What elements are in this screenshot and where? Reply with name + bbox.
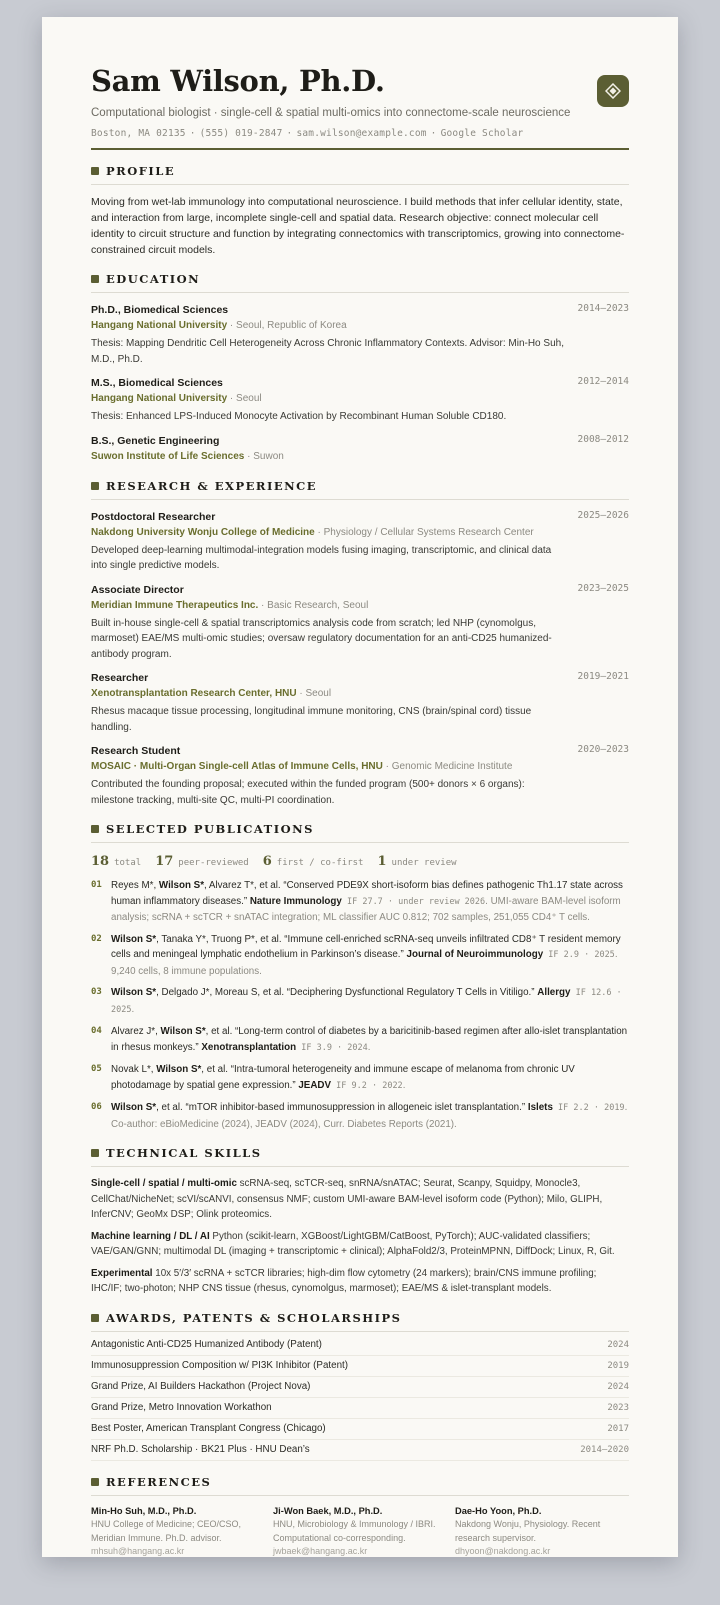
- impact-factor: IF 27.7 · under review 2026: [341, 896, 486, 907]
- reference-card: [91, 1505, 261, 1559]
- header-divider: [91, 148, 629, 150]
- reference-email[interactable]: jwbaek@hangang.ac.kr: [273, 1546, 368, 1556]
- org-line: Xenotransplantation Research Center, HNU · Seoul: [91, 688, 332, 699]
- years: 2020–2023: [577, 744, 629, 755]
- award-list: [91, 1335, 629, 1461]
- awards-heading: AWARDS, PATENTS & SCHOLARSHIPS: [91, 1311, 629, 1332]
- thesis-note: Thesis: Mapping Dendritic Cell Heterogeneity Across Chronic Inflammatory Contexts. Advisor: Min-Ho Suh, M.D., Ph.D.: [91, 338, 564, 365]
- candidate-name: Sam Wilson, Ph.D.: [91, 64, 385, 98]
- publication-stats: [91, 852, 629, 870]
- section-marker-icon: [91, 167, 99, 175]
- org-line: Meridian Immune Therapeutics Inc. · Basic Research, Seoul: [91, 599, 369, 611]
- publication-citation: Wilson S*, Tanaka Y*, Truong P*, et al. “Immune cell-enriched scRNA-seq unveils infiltrated CD8⁺ T resident memory cells and meningeal lymphatic endothelium in Parkinson’s disease.” Journal of Neuroimmunology IF 2.9 · 2025. 9,240 cells, 8 immune populations.: [111, 933, 621, 977]
- school-line: Suwon Institute of Life Sciences · Suwon: [91, 450, 284, 462]
- education-entry: [91, 433, 629, 465]
- publication-list: [91, 878, 629, 1132]
- education-entry: [91, 375, 629, 425]
- skill-group: Single-cell / spatial / multi-omic scRNA-seq, scTCR-seq, snRNA/snATAC; Seurat, Scanpy, Squidpy, Monocle3, CellChat/NicheNet; scVI/scANVI, consensus NMF; custom UMI-aware BAM-level isoform code (Python); Milo, GLIPH, InferCNV; GeoMx DSP; Olink proteomics.: [91, 1178, 603, 1220]
- profile-heading: PROFILE: [91, 164, 629, 185]
- impact-factor: IF 2.2 · 2019: [552, 1103, 625, 1113]
- years: 2019–2021: [577, 671, 629, 682]
- impact-factor: IF 12.6 · 2025: [111, 988, 622, 1015]
- skill-group: Machine learning / DL / AI Python (scikit-learn, XGBoost/LightGBM/CatBoost, PyTorch); AUC-validated classifiers; VAE/GAN/GNN; multimodal DL (imaging + transcriptomic + clinical); AlphaFold2/3, ProteinMPNN, DiffDock; Linux, R, Git.: [91, 1230, 615, 1257]
- experience-heading: RESEARCH & EXPERIENCE: [91, 479, 629, 500]
- journal-name: Islets: [527, 1102, 553, 1113]
- stat-peer-reviewed: 17 peer-reviewed: [155, 854, 249, 869]
- stat-first-author: 6 first / co-first: [262, 854, 364, 869]
- publication-item: [91, 1024, 629, 1056]
- section-marker-icon: [91, 1314, 99, 1322]
- journal-name: JEADV: [298, 1079, 332, 1091]
- publication-citation: Novak L*, Wilson S*, et al. “Intra-tumoral heterogeneity and immune escape of melanoma from chronic UV photodamage by spatial gene expression.” JEADV IF 9.2 · 2022.: [111, 1064, 575, 1091]
- impact-factor: IF 2.9 · 2025: [543, 950, 615, 960]
- award-name: Immunosuppression Composition w/ PI3K Inhibitor (Patent): [91, 1360, 349, 1371]
- award-item: [91, 1440, 629, 1461]
- education-entry: [91, 302, 629, 367]
- reference-desc: Nakdong Wonju, Physiology. Recent research supervisor.: [455, 1519, 601, 1543]
- role: Associate Director: [91, 583, 184, 596]
- degree: Ph.D., Biomedical Sciences: [91, 304, 229, 316]
- journal-name: Allergy: [537, 987, 571, 998]
- publication-citation: Wilson S*, et al. “mTOR inhibitor-based immunosuppression in allogeneic islet transplantation.” Islets IF 2.2 · 2019. Co-author: eBioMedicine (2024), JEADV (2024), Curr. Diabetes Reports (2021).: [111, 1102, 628, 1130]
- journal-name: Journal of Neuroimmunology: [406, 949, 544, 960]
- publication-index: 03: [91, 987, 102, 997]
- org-line: Nakdong University Wonju College of Medicine · Physiology / Cellular Systems Research Center: [91, 526, 534, 538]
- contact-phone[interactable]: (555) 019-2847: [199, 128, 283, 139]
- award-name: Best Poster, American Transplant Congress (Chicago): [91, 1423, 326, 1434]
- publication-index: 05: [91, 1064, 102, 1074]
- award-name: Grand Prize, AI Builders Hackathon (Project Nova): [91, 1381, 311, 1392]
- award-item: [91, 1398, 629, 1419]
- reference-list: [91, 1505, 629, 1559]
- award-item: [91, 1377, 629, 1398]
- publication-index: 04: [91, 1026, 102, 1036]
- publication-citation: Reyes M*, Wilson S*, Alvarez T*, et al. “Conserved PDE9X short-isoform bias defines pathogenic Th1.17 state across human inflammatory diseases.” Nature Immunology IF 27.7 · under review 2026. UMI-aware BAM-level isoform analysis; scRNA + scTCR + snATAC integration; ML classifier AUC 0.812; 702 samples, 251,055 CD4⁺ T cells.: [111, 880, 623, 923]
- publication-item: [91, 1062, 629, 1094]
- publication-index: 01: [91, 880, 102, 890]
- section-marker-icon: [91, 275, 99, 283]
- award-name: Grand Prize, Metro Innovation Workathon: [91, 1402, 272, 1413]
- experience-entry: [91, 743, 629, 808]
- role: Researcher: [91, 672, 149, 684]
- section-marker-icon: [91, 482, 99, 490]
- role-description: Contributed the founding proposal; executed within the funded program (500+ donors × 6 organs): milestone tracking, multi-site QC, multi-PI coordination.: [91, 779, 525, 806]
- years: 2023–2025: [577, 582, 629, 594]
- contact-email[interactable]: sam.wilson@example.com: [296, 128, 427, 139]
- publications-heading: SELECTED PUBLICATIONS: [91, 822, 629, 843]
- role: Postdoctoral Researcher: [91, 510, 216, 523]
- years: 2008–2012: [577, 433, 629, 445]
- google-scholar-link[interactable]: Google Scholar: [440, 128, 524, 139]
- section-marker-icon: [91, 825, 99, 833]
- section-marker-icon: [91, 1149, 99, 1157]
- journal-name: Xenotransplantation: [201, 1041, 297, 1053]
- award-name: NRF Ph.D. Scholarship · BK21 Plus · HNU Dean’s: [91, 1444, 310, 1455]
- reference-desc: HNU, Microbiology & Immunology / IBRI. Computational co-corresponding.: [273, 1519, 436, 1543]
- award-year: 2024: [607, 1339, 629, 1350]
- org-line: MOSAIC · Multi-Organ Single-cell Atlas of Immune Cells, HNU · Genomic Medicine Institute: [91, 761, 513, 772]
- references-heading: REFERENCES: [91, 1475, 629, 1496]
- experience-entry: [91, 509, 629, 574]
- experience-entry: [91, 582, 629, 663]
- degree: B.S., Genetic Engineering: [91, 434, 220, 447]
- years: 2012–2014: [577, 376, 629, 387]
- reference-desc: HNU College of Medicine; CEO/CSO, Meridian Immune. Ph.D. advisor.: [91, 1519, 242, 1543]
- role-description: Rhesus macaque tissue processing, longitudinal immune monitoring, CNS (brain/spinal cord) tissue handling.: [91, 706, 532, 733]
- award-item: [91, 1356, 629, 1377]
- degree: M.S., Biomedical Sciences: [91, 377, 223, 389]
- award-year: 2024: [607, 1381, 629, 1392]
- diamond-logo-icon: [597, 75, 629, 107]
- award-year: 2023: [607, 1402, 629, 1413]
- award-item: [91, 1419, 629, 1440]
- publication-item: [91, 878, 629, 926]
- publication-item: [91, 932, 629, 980]
- contact-line: Boston, MA 02135 · (555) 019-2847 · sam.wilson@example.com · Google Scholar: [91, 128, 524, 139]
- reference-email[interactable]: dhyoon@nakdong.ac.kr: [455, 1546, 551, 1556]
- years: 2014–2023: [577, 303, 629, 314]
- role-description: Developed deep-learning multimodal-integration models fusing imaging, transcriptomic, and clinical data into single predictive models.: [91, 544, 552, 571]
- tagline: Computational biologist · single-cell & spatial multi-omics into connectome-scale neuroscience: [91, 107, 571, 119]
- resume-header: [91, 63, 629, 139]
- skills-heading: TECHNICAL SKILLS: [91, 1146, 629, 1167]
- stat-total: 18 total: [91, 854, 142, 869]
- reference-name: Ji-Won Baek, M.D., Ph.D.: [273, 1505, 383, 1516]
- reference-name: Dae-Ho Yoon, Ph.D.: [455, 1505, 542, 1516]
- thesis-note: Thesis: Enhanced LPS-Induced Monocyte Activation by Recombinant Human Soluble CD180.: [91, 411, 507, 422]
- school-line: Hangang National University · Seoul: [91, 393, 262, 404]
- education-heading: EDUCATION: [91, 272, 629, 293]
- section-marker-icon: [91, 1478, 99, 1486]
- contact-location: Boston, MA 02135: [91, 128, 186, 139]
- school-line: Hangang National University · Seoul, Republic of Korea: [91, 320, 347, 331]
- publication-item: [91, 985, 629, 1018]
- profile-text: Moving from wet-lab immunology into computational neuroscience. I build methods that infer cellular identity, state, and interaction from large, incomplete single-cell and spatial data. Research objective: connect molecular cell identity to circuit structure and function by integrating connectomics with transcriptomics, growing into connectome-constrained circuit models.: [91, 196, 625, 256]
- reference-card: [273, 1505, 443, 1559]
- reference-card: [455, 1505, 625, 1559]
- impact-factor: IF 3.9 · 2024: [296, 1042, 368, 1053]
- award-item: [91, 1335, 629, 1356]
- stat-under-review: 1 under review: [377, 854, 457, 869]
- impact-factor: IF 9.2 · 2022: [331, 1080, 403, 1091]
- award-year: 2017: [607, 1423, 629, 1434]
- publication-citation: Alvarez J*, Wilson S*, et al. “Long-term control of diabetes by a baricitinib-based regimen after allo-islet transplantation in rhesus monkeys.” Xenotransplantation IF 3.9 · 2024.: [111, 1026, 628, 1053]
- journal-name: Nature Immunology: [249, 895, 342, 907]
- years: 2025–2026: [577, 509, 629, 521]
- award-year: 2019: [607, 1360, 629, 1371]
- role-description: Built in-house single-cell & spatial transcriptomics analysis code from scratch; led NHP (cynomolgus, marmoset) EAE/MS multi-omic studies; oversaw regulatory documentation for an anti-CD25 humanized-antibody program.: [91, 617, 552, 660]
- experience-entry: [91, 670, 629, 735]
- publication-index: 06: [91, 1102, 102, 1112]
- reference-name: Min-Ho Suh, M.D., Ph.D.: [91, 1505, 197, 1516]
- publication-item: [91, 1100, 629, 1132]
- resume-page: [42, 17, 678, 1557]
- role: Research Student: [91, 745, 181, 757]
- award-name: Antagonistic Anti-CD25 Humanized Antibody (Patent): [91, 1339, 322, 1350]
- award-year: 2014–2020: [580, 1444, 629, 1455]
- publication-index: 02: [91, 933, 102, 944]
- publication-citation: Wilson S*, Delgado J*, Moreau S, et al. “Deciphering Dysfunctional Regulatory T Cells in Vitiligo.” Allergy IF 12.6 · 2025.: [111, 987, 622, 1015]
- reference-email[interactable]: mhsuh@hangang.ac.kr: [91, 1546, 185, 1556]
- skill-group: Experimental 10x 5′/3′ scRNA + scTCR libraries; high-dim flow cytometry (24 markers); brain/CNS immune profiling; IHC/IF; two-photon; NHP CNS tissue (rhesus, cynomolgus, marmoset); EAE/MS & islet-transplant models.: [91, 1267, 597, 1294]
